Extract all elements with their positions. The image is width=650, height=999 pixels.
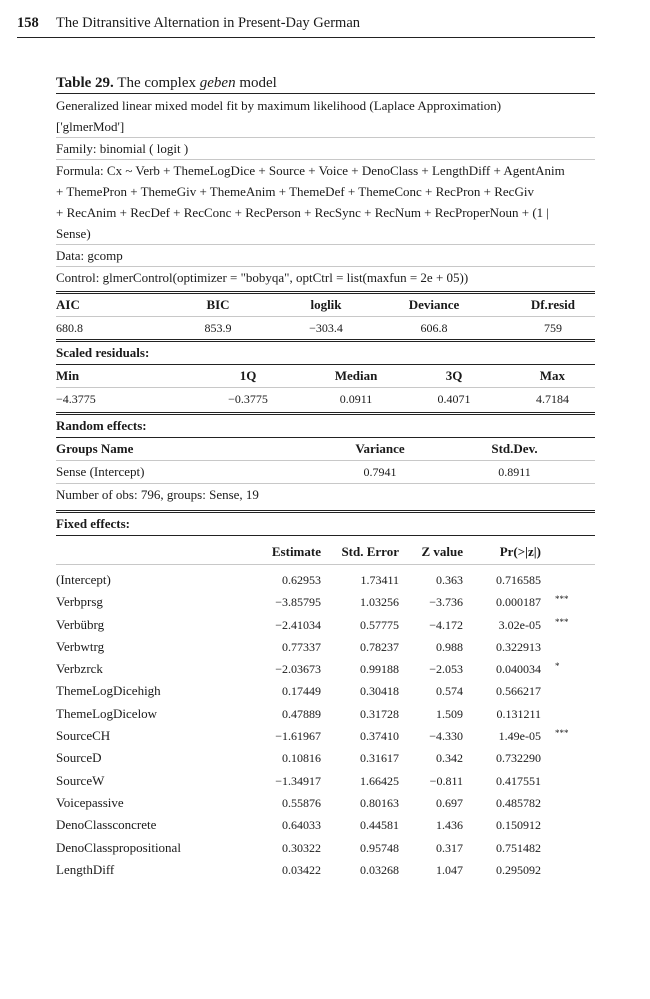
estimate: −1.61967	[275, 729, 321, 744]
obs-note: Number of obs: 796, groups: Sense, 19	[56, 487, 259, 502]
std-error: 1.73411	[360, 573, 399, 587]
table-row	[56, 658, 595, 680]
term: Verbzrck	[56, 661, 103, 677]
page-number: 158	[17, 15, 39, 31]
table-29	[56, 74, 595, 881]
significance	[541, 747, 595, 769]
std-error: 0.99188	[360, 662, 399, 677]
z-value: −4.330	[429, 729, 463, 744]
term: DenoClasspropositional	[56, 839, 181, 855]
term: Voicepassive	[56, 794, 124, 810]
estimate: −2.03673	[275, 662, 321, 677]
estimate: 0.64033	[282, 818, 321, 833]
estimate: 0.17449	[282, 684, 321, 699]
fit-value: −303.4	[309, 321, 343, 335]
table-row	[56, 680, 595, 702]
term: DenoClassconcrete	[56, 817, 157, 833]
p-value: 0.417551	[496, 773, 541, 788]
significance	[541, 814, 595, 836]
z-value: −2.053	[429, 662, 463, 677]
table-row	[56, 591, 595, 613]
page-header	[17, 15, 595, 38]
info-text: Formula: Cx ~ Verb + ThemeLogDice + Source + Voice + DenoClass + LengthDiff + AgentAnim	[56, 163, 565, 178]
table-row	[56, 614, 595, 636]
residual-value: 0.0911	[339, 392, 373, 406]
std-error: 0.31728	[360, 706, 399, 721]
estimate: 0.55876	[282, 795, 321, 810]
fixed-header: Std. Error	[341, 544, 399, 559]
std-error: 0.95748	[360, 840, 399, 855]
z-value: 0.988	[436, 639, 463, 654]
info-text: + RecAnim + RecDef + RecConc + RecPerson + RecSync + RecNum + RecProperNoun + (1 |	[56, 205, 550, 220]
std-error: 1.66425	[360, 773, 399, 788]
fit-header: BIC	[164, 294, 272, 317]
std-error: 0.37410	[360, 729, 399, 744]
table-row	[56, 725, 595, 747]
p-value: 0.322913	[496, 639, 541, 654]
running-head: The Ditransitive Alternation in Present-Day German	[56, 15, 361, 31]
term: ThemeLogDicehigh	[56, 683, 161, 699]
fixed-header	[56, 540, 246, 564]
table-row	[56, 747, 595, 769]
residual-value: −4.3775	[56, 392, 96, 406]
residual-value: 0.4071	[437, 392, 471, 406]
significance	[541, 770, 595, 792]
fit-value: 759	[544, 321, 562, 335]
estimate: 0.62953	[282, 573, 321, 587]
p-value: 0.485782	[496, 795, 541, 810]
p-value: 0.566217	[496, 684, 541, 699]
estimate: −3.85795	[275, 595, 321, 610]
z-value: −3.736	[429, 595, 463, 610]
z-value: 1.436	[436, 818, 463, 833]
std-error: 0.44581	[360, 818, 399, 833]
fixed-header-row	[56, 540, 595, 565]
std-error: 0.30418	[360, 684, 399, 699]
p-value: 0.150912	[496, 818, 541, 833]
term: SourceW	[56, 772, 105, 788]
table-title-italic: geben	[199, 75, 236, 91]
term: Verbübrg	[56, 616, 105, 632]
residual-header: 1Q	[164, 365, 272, 388]
residual-header: 3Q	[380, 365, 488, 388]
p-value: 0.131211	[496, 706, 541, 721]
fit-value: 606.8	[420, 321, 448, 335]
p-value: 0.000187	[496, 595, 541, 610]
z-value: 0.697	[436, 795, 463, 810]
z-value: −4.172	[429, 617, 463, 632]
estimate: 0.47889	[282, 706, 321, 721]
std-error: 0.31617	[360, 751, 399, 766]
p-value: 0.295092	[496, 862, 541, 877]
significance	[541, 680, 595, 702]
fixed-header: Pr(>|z|)	[499, 544, 541, 559]
significance	[541, 859, 595, 881]
std-error: 0.80163	[360, 795, 399, 810]
residual-value: −0.3775	[228, 392, 268, 406]
random-effects	[56, 412, 595, 506]
table-title-pre: The complex	[117, 75, 200, 91]
fit-value: 680.8	[56, 321, 83, 335]
table-row	[56, 814, 595, 836]
fixed-header: Estimate	[271, 544, 321, 559]
fixed-effects	[56, 510, 595, 881]
fit-header: AIC	[56, 294, 164, 317]
significance: ***	[555, 594, 569, 605]
z-value: 0.342	[436, 751, 463, 766]
section-title: Random effects:	[56, 415, 595, 438]
info-line	[56, 159, 595, 244]
estimate: 0.77337	[282, 639, 321, 654]
term: SourceCH	[56, 728, 111, 744]
term: Verbwtrg	[56, 638, 105, 654]
section-title: Scaled residuals:	[56, 342, 595, 365]
table-row	[56, 636, 595, 658]
p-value: 3.02e-05	[498, 617, 541, 632]
estimate: −1.34917	[275, 773, 321, 788]
table-title-post: model	[235, 75, 277, 91]
fit-statistics	[56, 291, 595, 339]
info-line	[56, 95, 595, 137]
estimate: 0.03422	[282, 862, 321, 877]
significance: ***	[555, 728, 569, 739]
section-title: Fixed effects:	[56, 513, 595, 536]
info-line: Family: binomial ( logit )	[56, 137, 595, 159]
random-group: Sense (Intercept)	[56, 461, 326, 484]
random-variance: 0.7941	[326, 461, 434, 484]
significance: *	[555, 661, 560, 672]
fixed-header: Z value	[421, 544, 463, 559]
term: (Intercept)	[56, 572, 111, 587]
model-info	[56, 95, 595, 288]
estimate: 0.30322	[282, 840, 321, 855]
residual-header: Max	[488, 365, 595, 388]
info-text: Generalized linear mixed model fit by maximum likelihood (Laplace Approximation)	[56, 98, 502, 113]
p-value: 0.751482	[496, 840, 541, 855]
z-value: 0.317	[436, 840, 463, 855]
table-row	[56, 770, 595, 792]
p-value: 0.040034	[496, 662, 541, 677]
table-row	[56, 569, 595, 591]
table-caption	[56, 74, 595, 94]
std-error: 0.57775	[360, 617, 399, 632]
info-line: Control: glmerControl(optimizer = "bobyqa", optCtrl = list(maxfun = 2e + 05))	[56, 266, 595, 288]
table-row	[56, 859, 595, 881]
fixed-header	[541, 540, 595, 564]
z-value: 0.363	[436, 573, 463, 587]
term: LengthDiff	[56, 861, 115, 877]
std-error: 0.78237	[360, 639, 399, 654]
random-header: Std.Dev.	[434, 438, 595, 461]
significance	[541, 569, 595, 591]
fit-header: Df.resid	[488, 294, 595, 317]
random-stddev: 0.8911	[434, 461, 595, 484]
std-error: 0.03268	[360, 862, 399, 877]
z-value: 0.574	[436, 684, 463, 699]
fit-header: Deviance	[380, 294, 488, 317]
info-text: Sense)	[56, 226, 91, 241]
random-header: Variance	[326, 438, 434, 461]
table-row	[56, 792, 595, 814]
term: ThemeLogDicelow	[56, 705, 158, 721]
residual-value: 4.7184	[536, 392, 569, 406]
fit-value: 853.9	[204, 321, 232, 335]
estimate: −2.41034	[275, 617, 321, 632]
table-number: Table 29.	[56, 75, 114, 91]
info-text: ['glmerMod']	[56, 119, 125, 134]
table-row	[56, 837, 595, 859]
p-value: 0.732290	[496, 751, 541, 766]
significance	[541, 703, 595, 725]
info-line: Data: gcomp	[56, 244, 595, 266]
fixed-effects-body	[56, 565, 595, 881]
table-row	[56, 703, 595, 725]
p-value: 0.716585	[496, 573, 541, 587]
term: Verbprsg	[56, 594, 103, 610]
random-header: Groups Name	[56, 438, 326, 461]
significance	[541, 792, 595, 814]
fit-header: loglik	[272, 294, 380, 317]
z-value: −0.811	[429, 773, 463, 788]
z-value: 1.047	[436, 862, 463, 877]
residual-header: Median	[272, 365, 380, 388]
term: SourceD	[56, 750, 102, 766]
significance: ***	[555, 616, 569, 627]
z-value: 1.509	[436, 706, 463, 721]
estimate: 0.10816	[282, 751, 321, 766]
info-text: + ThemePron + ThemeGiv + ThemeAnim + ThemeDef + ThemeConc + RecPron + RecGiv	[56, 184, 534, 199]
p-value: 1.49e-05	[498, 729, 541, 744]
significance	[541, 837, 595, 859]
std-error: 1.03256	[360, 595, 399, 610]
significance	[541, 636, 595, 658]
scaled-residuals	[56, 339, 595, 410]
residual-header: Min	[56, 365, 164, 388]
